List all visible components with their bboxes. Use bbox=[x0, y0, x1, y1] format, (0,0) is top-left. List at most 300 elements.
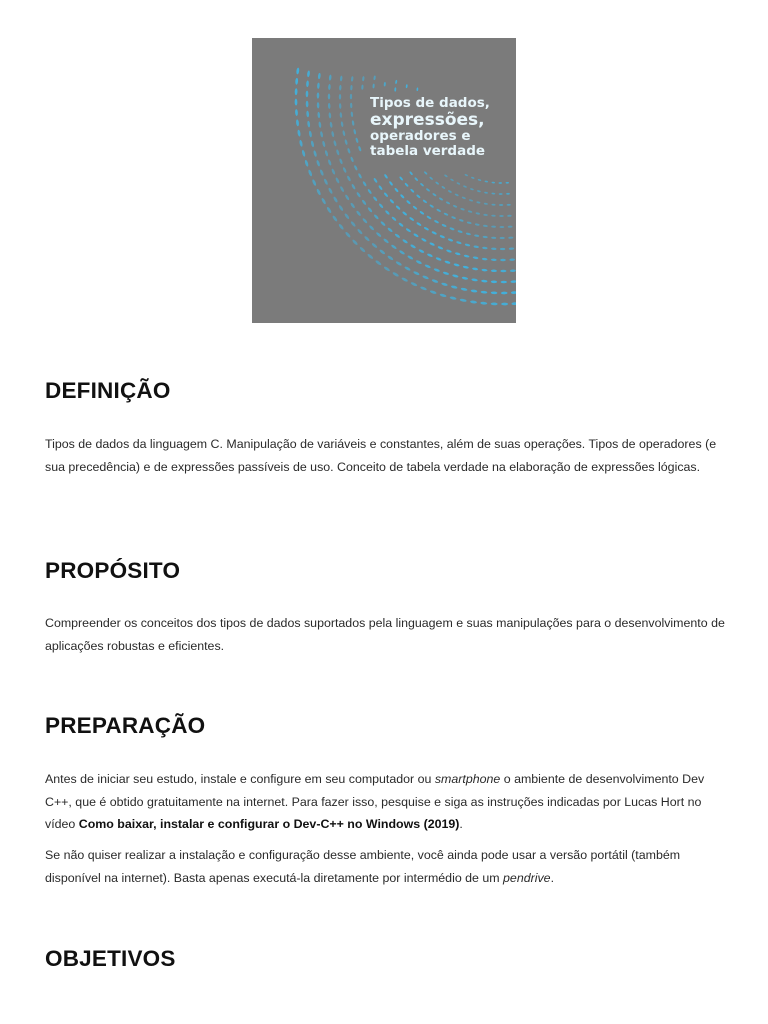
text-preparacao-1 bbox=[45, 768, 727, 836]
cover-dot bbox=[322, 141, 326, 148]
cover-dot bbox=[350, 112, 353, 118]
cover-dot bbox=[364, 235, 371, 241]
cover-dot bbox=[331, 168, 336, 175]
cover-dot bbox=[491, 291, 498, 294]
cover-dot bbox=[511, 291, 516, 294]
cover-dot bbox=[451, 216, 456, 220]
cover-dot bbox=[508, 226, 513, 228]
cover-dot bbox=[387, 255, 394, 261]
cover-dot bbox=[499, 204, 503, 206]
cover-dot bbox=[422, 199, 427, 204]
cover-dot bbox=[435, 181, 439, 185]
cover-dot bbox=[500, 259, 506, 261]
cover-dot bbox=[299, 140, 303, 147]
cover-dot bbox=[506, 193, 510, 195]
cover-dot bbox=[482, 247, 488, 250]
cover-dot bbox=[482, 258, 488, 261]
cover-dot bbox=[356, 210, 362, 216]
cover-dot bbox=[327, 159, 332, 166]
cover-dot bbox=[491, 204, 495, 206]
cover-dot bbox=[500, 226, 505, 228]
video-title-strong: Como baixar, instalar e configurar o Dev-C++ no Windows (2019) bbox=[78, 817, 460, 832]
cover-dot bbox=[378, 185, 383, 191]
cover-dot bbox=[378, 203, 384, 209]
cover-dot bbox=[328, 93, 331, 99]
cover-dot bbox=[456, 182, 460, 185]
cover-dot bbox=[356, 192, 361, 198]
cover-dot bbox=[505, 182, 509, 184]
cover-dot bbox=[339, 85, 342, 91]
cover-dot bbox=[424, 226, 430, 231]
cover-dot bbox=[441, 186, 445, 190]
cover-dot bbox=[475, 212, 480, 215]
cover-dot bbox=[434, 220, 439, 224]
cover-dot bbox=[389, 199, 394, 204]
cover-dot bbox=[344, 139, 348, 145]
cover-dot bbox=[491, 269, 497, 272]
cover-dot bbox=[301, 150, 306, 157]
cover-title bbox=[370, 96, 510, 158]
cover-dot bbox=[304, 160, 309, 167]
cover-dot bbox=[406, 84, 408, 88]
cover-dot bbox=[469, 199, 474, 202]
cover-title-line-2: expressões, bbox=[370, 109, 485, 130]
cover-dot bbox=[345, 231, 352, 238]
cover-dot bbox=[317, 102, 320, 108]
cover-dot bbox=[329, 122, 332, 128]
cover-dot bbox=[324, 150, 328, 157]
cover-dot bbox=[328, 187, 333, 194]
cover-dot bbox=[473, 256, 479, 259]
cover-dot bbox=[477, 190, 481, 193]
cover-dot bbox=[384, 174, 389, 179]
cover-dot bbox=[474, 234, 479, 237]
cover-dot bbox=[433, 268, 440, 273]
preparacao-1-part-b: o ambiente de desenvolvimento Dev C++, que é obtido gratuitamente na internet. Para fazer isso, pesquise e siga as instruções indicadas por Lucas Hort no vídeo bbox=[45, 772, 705, 832]
cover-dot bbox=[451, 285, 458, 289]
cover-image bbox=[252, 38, 516, 323]
cover-dot bbox=[509, 247, 514, 250]
cover-dot bbox=[308, 169, 313, 176]
cover-dot bbox=[460, 298, 467, 302]
cover-dot bbox=[351, 183, 356, 189]
cover-dot bbox=[395, 205, 400, 210]
cover-dot bbox=[410, 244, 416, 249]
cover-dot bbox=[460, 208, 465, 211]
cover-dot bbox=[380, 221, 386, 227]
cover-dot bbox=[296, 119, 300, 126]
cover-dot bbox=[362, 218, 368, 224]
cover-dot bbox=[317, 82, 320, 88]
cover-dot bbox=[402, 239, 408, 244]
cover-dot bbox=[436, 208, 441, 212]
cover-dot bbox=[491, 258, 497, 261]
cover-dot bbox=[402, 211, 408, 216]
cover-dot bbox=[331, 131, 335, 137]
cover-dot bbox=[379, 249, 386, 255]
cover-dot bbox=[394, 87, 396, 91]
cover-dot bbox=[499, 182, 503, 184]
cover-dot bbox=[453, 205, 458, 209]
cover-dot bbox=[373, 75, 376, 80]
cover-dot bbox=[323, 178, 328, 185]
cover-dot bbox=[491, 226, 496, 228]
cover-dot bbox=[424, 171, 428, 175]
cover-dot bbox=[332, 215, 338, 222]
cover-dot bbox=[321, 197, 327, 204]
cover-dot bbox=[484, 192, 488, 194]
cover-dot bbox=[306, 101, 309, 108]
cover-dot bbox=[465, 243, 471, 246]
cover-title-line-1: Tipos de dados, bbox=[370, 95, 490, 111]
cover-dot bbox=[507, 215, 512, 217]
cover-dot bbox=[367, 207, 373, 213]
cover-dot bbox=[491, 193, 495, 195]
cover-dot bbox=[367, 253, 374, 260]
cover-dot bbox=[399, 250, 406, 256]
cover-dot bbox=[483, 214, 488, 217]
cover-dot bbox=[350, 85, 353, 91]
cover-dot bbox=[508, 236, 513, 238]
cover-dot bbox=[392, 271, 399, 277]
cover-dot bbox=[339, 186, 344, 193]
cover-dot bbox=[481, 280, 487, 283]
cover-dot bbox=[328, 84, 331, 90]
cover-dot bbox=[307, 70, 310, 77]
cover-dot bbox=[420, 182, 425, 186]
cover-dot bbox=[473, 245, 479, 248]
cover-dot bbox=[340, 121, 343, 127]
cover-dot bbox=[404, 182, 409, 187]
cover-dot bbox=[462, 276, 469, 280]
cover-dot bbox=[481, 269, 487, 272]
cover-dot bbox=[429, 176, 433, 180]
cover-dot bbox=[500, 248, 505, 250]
cover-dot bbox=[318, 121, 321, 128]
cover-dot bbox=[432, 193, 437, 197]
cover-dot bbox=[464, 254, 470, 258]
cover-dot bbox=[471, 289, 478, 293]
cover-dot bbox=[421, 237, 427, 242]
cover-dot bbox=[350, 94, 352, 99]
preparacao-2-part-b: . bbox=[550, 870, 555, 885]
cover-dot bbox=[480, 302, 487, 305]
cover-dot bbox=[448, 238, 454, 242]
cover-title-line-3: operadores e bbox=[370, 127, 471, 144]
cover-dot bbox=[383, 266, 390, 272]
cover-dot bbox=[471, 176, 475, 179]
cover-dot bbox=[450, 178, 454, 182]
cover-dot bbox=[333, 140, 337, 146]
cover-dot bbox=[459, 219, 464, 222]
cover-dot bbox=[407, 255, 414, 260]
cover-dot bbox=[410, 188, 415, 193]
cover-dot bbox=[491, 302, 498, 305]
cover-dot bbox=[483, 236, 488, 239]
cover-dot bbox=[297, 129, 301, 136]
cover-dot bbox=[501, 281, 507, 284]
cover-dot bbox=[484, 180, 488, 182]
cover-dot bbox=[339, 158, 343, 164]
cover-dot bbox=[463, 265, 469, 269]
text-preparacao-2 bbox=[45, 844, 727, 889]
cover-dot bbox=[470, 188, 474, 191]
cover-dot bbox=[448, 190, 453, 194]
heading-objetivos: OBJETIVOS bbox=[45, 946, 176, 971]
cover-dot bbox=[339, 112, 342, 118]
text-definicao: Tipos de dados da linguagem C. Manipulação de variáveis e constantes, além de suas operações. Tipos de operadores (e sua precedência) e de expressões passíveis de uso. Conceito de tabela verdade na elaboração de expressões lógicas. bbox=[45, 437, 717, 474]
cover-dot bbox=[316, 188, 322, 195]
cover-dot bbox=[463, 185, 467, 188]
cover-dot bbox=[500, 270, 506, 273]
cover-dot bbox=[295, 88, 298, 95]
cover-dot bbox=[361, 199, 367, 205]
cover-dot bbox=[347, 148, 351, 154]
cover-dot bbox=[464, 174, 468, 177]
cover-dot bbox=[401, 277, 408, 283]
preparacao-2-part-a: Se não quiser realizar a instalação e configuração desse ambiente, você ainda pode usar a versão portátil (também disponível na internet). Basta apenas executá-la diretamente por intermédio de um bbox=[45, 848, 681, 885]
cover-dot bbox=[367, 189, 372, 195]
cover-dot bbox=[426, 215, 431, 219]
cover-dot bbox=[467, 221, 472, 224]
cover-dot bbox=[444, 260, 450, 264]
cover-dot bbox=[435, 257, 441, 261]
cover-dot bbox=[326, 206, 332, 213]
cover-dot bbox=[383, 238, 389, 244]
cover-dot bbox=[491, 182, 495, 184]
cover-dot bbox=[491, 280, 497, 283]
cover-dot bbox=[358, 173, 363, 179]
cover-dot bbox=[439, 197, 444, 201]
cover-dot bbox=[409, 171, 413, 176]
cover-dot bbox=[457, 230, 462, 234]
cover-dot bbox=[318, 73, 321, 80]
cover-dot bbox=[439, 235, 445, 239]
cover-dot bbox=[329, 74, 332, 80]
cover-dot bbox=[416, 87, 418, 91]
cover-dot bbox=[449, 296, 456, 300]
cover-dot bbox=[509, 258, 515, 261]
cover-dot bbox=[427, 253, 433, 258]
cover-dot-pattern bbox=[252, 38, 516, 323]
cover-dot bbox=[376, 232, 382, 238]
cover-dot bbox=[312, 179, 317, 186]
cover-dot bbox=[418, 249, 424, 254]
cover-dot bbox=[336, 149, 340, 155]
cover-dot bbox=[362, 181, 367, 187]
cover-dot bbox=[310, 140, 314, 147]
cover-dot bbox=[338, 223, 344, 230]
cover-dot bbox=[420, 286, 427, 291]
cover-dot bbox=[475, 223, 480, 226]
cover-dot bbox=[461, 287, 468, 291]
cover-dot bbox=[470, 300, 477, 304]
cover-dot bbox=[306, 80, 309, 87]
cover-dot bbox=[338, 205, 344, 212]
cover-dot bbox=[501, 303, 508, 306]
cover-dot bbox=[306, 91, 309, 98]
cover-dot bbox=[406, 200, 411, 205]
cover-dot bbox=[361, 85, 364, 90]
heading-definicao: DEFINIÇÃO bbox=[45, 378, 171, 403]
cover-dot bbox=[455, 252, 461, 256]
cover-dot bbox=[468, 210, 473, 213]
cover-dot bbox=[328, 103, 331, 109]
cover-dot bbox=[350, 156, 354, 162]
cover-dot bbox=[426, 188, 431, 192]
cover-dot bbox=[446, 249, 452, 253]
heading-preparacao: PREPARAÇÃO bbox=[45, 713, 206, 738]
cover-dot bbox=[383, 192, 388, 198]
cover-dot bbox=[429, 204, 434, 208]
cover-dot bbox=[344, 213, 350, 220]
cover-dot bbox=[350, 221, 356, 228]
cover-dot bbox=[344, 194, 350, 201]
cover-dot bbox=[452, 274, 459, 278]
preparacao-1-emphasis: smartphone bbox=[434, 772, 501, 786]
cover-dot bbox=[500, 237, 505, 239]
cover-dot bbox=[373, 196, 378, 202]
cover-dot bbox=[491, 248, 496, 251]
cover-dot bbox=[320, 131, 324, 138]
cover-dot bbox=[368, 225, 374, 231]
cover-dot bbox=[443, 271, 450, 275]
cover-dot bbox=[454, 193, 459, 196]
cover-dot bbox=[499, 215, 503, 217]
text-proposito: Compreender os conceitos dos tipos de dados suportados pela linguagem e suas manipulações para o desenvolvimento de aplicações robustas e eficientes. bbox=[45, 616, 725, 653]
heading-proposito: PROPÓSITO bbox=[45, 558, 181, 583]
cover-dot bbox=[317, 92, 320, 98]
cover-dot bbox=[384, 82, 386, 87]
cover-dot bbox=[373, 214, 379, 220]
cover-dot bbox=[416, 194, 421, 199]
cover-dot bbox=[472, 267, 478, 270]
cover-dot bbox=[453, 263, 459, 267]
cover-dot bbox=[422, 275, 429, 280]
cover-dot bbox=[446, 201, 451, 205]
cover-dot bbox=[399, 176, 404, 181]
cover-dot bbox=[395, 261, 402, 267]
cover-dot bbox=[413, 233, 419, 238]
cover-dot bbox=[416, 222, 422, 227]
cover-dot bbox=[395, 80, 397, 84]
cover-dot bbox=[444, 174, 448, 178]
cover-dot bbox=[387, 227, 393, 233]
cover-dot bbox=[295, 99, 298, 106]
cover-dot bbox=[339, 103, 342, 109]
cover-dot bbox=[295, 78, 298, 85]
cover-dot bbox=[319, 169, 324, 176]
cover-dot bbox=[478, 179, 482, 182]
cover-dot bbox=[333, 196, 339, 203]
cover-dot bbox=[443, 212, 448, 216]
cover-dot bbox=[410, 281, 417, 286]
cover-dot bbox=[501, 292, 508, 295]
cover-dot bbox=[355, 137, 359, 143]
cover-dot bbox=[405, 228, 411, 233]
cover-dot bbox=[483, 225, 488, 228]
cover-dot bbox=[373, 178, 378, 184]
cover-dot bbox=[389, 181, 394, 186]
cover-dot bbox=[357, 228, 363, 235]
cover-dot bbox=[398, 222, 404, 227]
cover-dot bbox=[491, 237, 496, 239]
cover-dot bbox=[424, 264, 431, 269]
cover-dot bbox=[352, 239, 359, 246]
cover-dot bbox=[342, 167, 347, 173]
cover-dot bbox=[317, 112, 320, 118]
cover-dot bbox=[429, 242, 435, 247]
cover-dot bbox=[431, 231, 437, 235]
cover-dot bbox=[510, 280, 516, 283]
cover-dot bbox=[391, 216, 397, 222]
cover-dot bbox=[335, 177, 340, 184]
cover-dot bbox=[306, 111, 309, 118]
cover-dot bbox=[313, 150, 317, 157]
cover-dot bbox=[476, 201, 480, 204]
cover-dot bbox=[414, 177, 418, 182]
cover-dot bbox=[375, 260, 382, 266]
cover-dot bbox=[471, 278, 478, 281]
cover-dot bbox=[350, 202, 356, 209]
cover-dot bbox=[339, 94, 341, 100]
cover-dot bbox=[328, 112, 331, 118]
cover-dot bbox=[351, 76, 354, 82]
cover-dot bbox=[409, 216, 415, 221]
cover-dot bbox=[391, 244, 398, 250]
cover-dot bbox=[352, 120, 355, 126]
cover-dot bbox=[358, 146, 362, 152]
cover-dot bbox=[342, 130, 346, 136]
preparacao-1-part-c: . bbox=[459, 817, 463, 832]
preparacao-1-part-a: Antes de iniciar seu estudo, instale e configure em seu computador ou bbox=[45, 772, 435, 786]
cover-dot bbox=[466, 232, 471, 235]
cover-dot bbox=[394, 187, 399, 192]
cover-dot bbox=[412, 205, 417, 210]
cover-dot bbox=[385, 210, 391, 216]
cover-dot bbox=[340, 76, 343, 82]
cover-dot bbox=[413, 271, 420, 276]
cover-dot bbox=[429, 290, 436, 295]
cover-dot bbox=[510, 269, 516, 272]
cover-dot bbox=[441, 282, 448, 286]
cover-dot bbox=[419, 210, 424, 215]
cover-dot bbox=[449, 227, 455, 231]
cover-dot bbox=[296, 67, 300, 74]
cover-dot bbox=[404, 266, 411, 272]
cover-dot bbox=[441, 223, 447, 227]
cover-dot bbox=[481, 291, 488, 294]
cover-dot bbox=[456, 241, 462, 245]
cover-dot bbox=[353, 129, 356, 135]
cover-dot bbox=[491, 215, 496, 217]
cover-dot bbox=[400, 194, 405, 199]
cover-dot bbox=[431, 279, 438, 284]
cover-dot bbox=[507, 204, 511, 206]
cover-dot bbox=[437, 246, 443, 250]
cover-dot bbox=[362, 76, 365, 81]
cover-dot bbox=[394, 233, 400, 239]
cover-dot bbox=[295, 109, 298, 116]
cover-dot bbox=[354, 165, 359, 171]
cover-dot bbox=[308, 131, 312, 138]
cover-dot bbox=[484, 203, 488, 205]
cover-dot bbox=[499, 193, 503, 195]
cover-dot bbox=[372, 84, 375, 89]
preparacao-2-emphasis: pendrive bbox=[503, 870, 551, 885]
cover-dot bbox=[350, 103, 353, 108]
cover-dot bbox=[511, 302, 516, 305]
